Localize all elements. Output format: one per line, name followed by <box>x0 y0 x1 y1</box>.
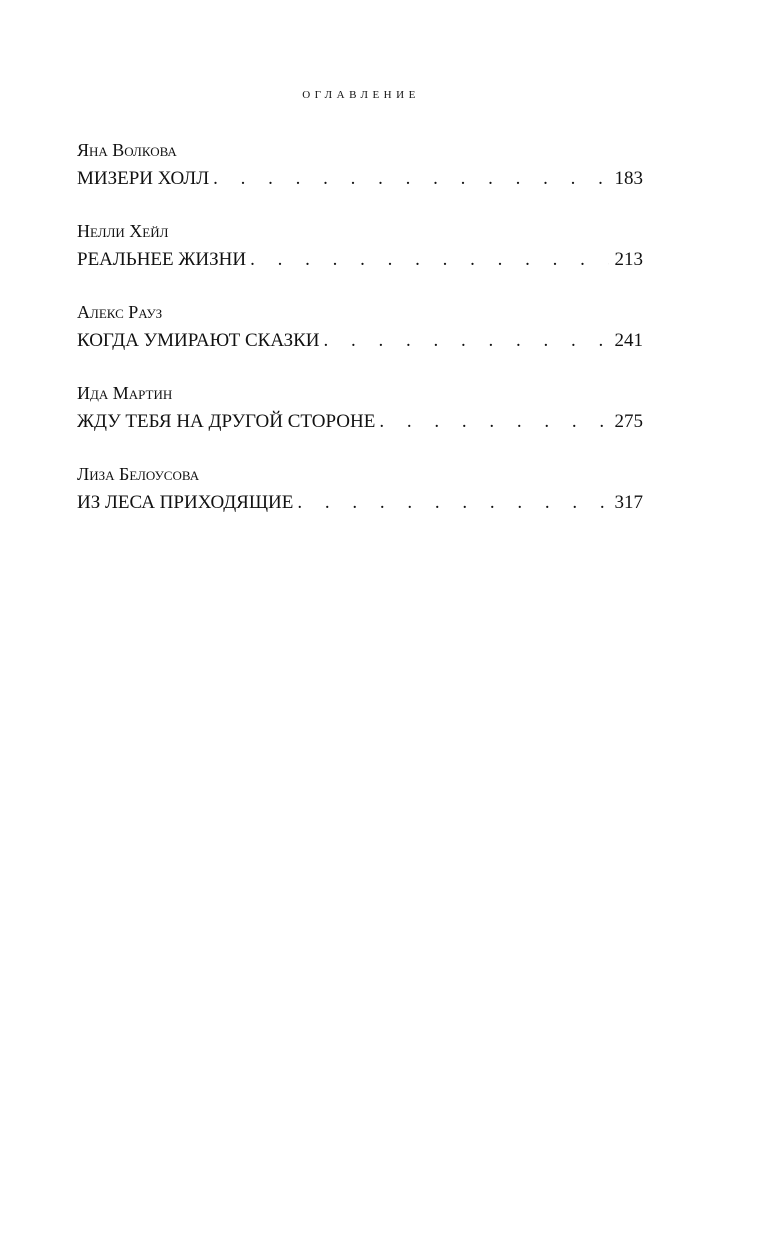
entry-title-row[interactable] <box>77 405 643 439</box>
dot-leader <box>324 324 609 358</box>
entry-title[interactable]: РЕАЛЬНЕЕ ЖИЗНИ <box>77 249 247 270</box>
dot-leader <box>250 243 608 277</box>
entry-author: Лиза Белоусова <box>77 464 200 484</box>
entry-author: Яна Волкова <box>77 140 177 160</box>
page-title: оглавление <box>302 86 420 102</box>
entry-page-number: 213 <box>614 249 643 270</box>
entry-author: Нелли Хейл <box>77 221 169 241</box>
entry-title-row[interactable] <box>77 243 643 277</box>
dot-leader <box>213 162 608 196</box>
entry-author: Ида Мартин <box>77 383 173 403</box>
dot-leader <box>297 486 608 520</box>
toc-entry[interactable] <box>77 381 643 439</box>
entry-title-row[interactable] <box>77 486 643 520</box>
entry-page-number: 317 <box>614 492 643 513</box>
entry-page-number: 241 <box>614 330 643 351</box>
entry-title-row[interactable] <box>77 324 643 358</box>
entry-title[interactable]: ЖДУ ТЕБЯ НА ДРУГОЙ СТОРОНЕ <box>77 411 376 432</box>
toc-entry[interactable] <box>77 138 643 196</box>
toc-entry[interactable] <box>77 300 643 358</box>
dot-leader <box>379 405 608 439</box>
entry-title[interactable]: ИЗ ЛЕСА ПРИХОДЯЩИЕ <box>77 492 294 513</box>
table-of-contents <box>77 138 643 543</box>
entry-page-number: 183 <box>614 168 643 189</box>
toc-entry[interactable] <box>77 219 643 277</box>
entry-page-number: 275 <box>614 411 643 432</box>
entry-title-row[interactable] <box>77 162 643 196</box>
entry-author: Алекс Рауз <box>77 302 163 322</box>
toc-entry[interactable] <box>77 462 643 520</box>
entry-title[interactable]: МИЗЕРИ ХОЛЛ <box>77 168 210 189</box>
entry-title[interactable]: КОГДА УМИРАЮТ СКАЗКИ <box>77 330 320 351</box>
